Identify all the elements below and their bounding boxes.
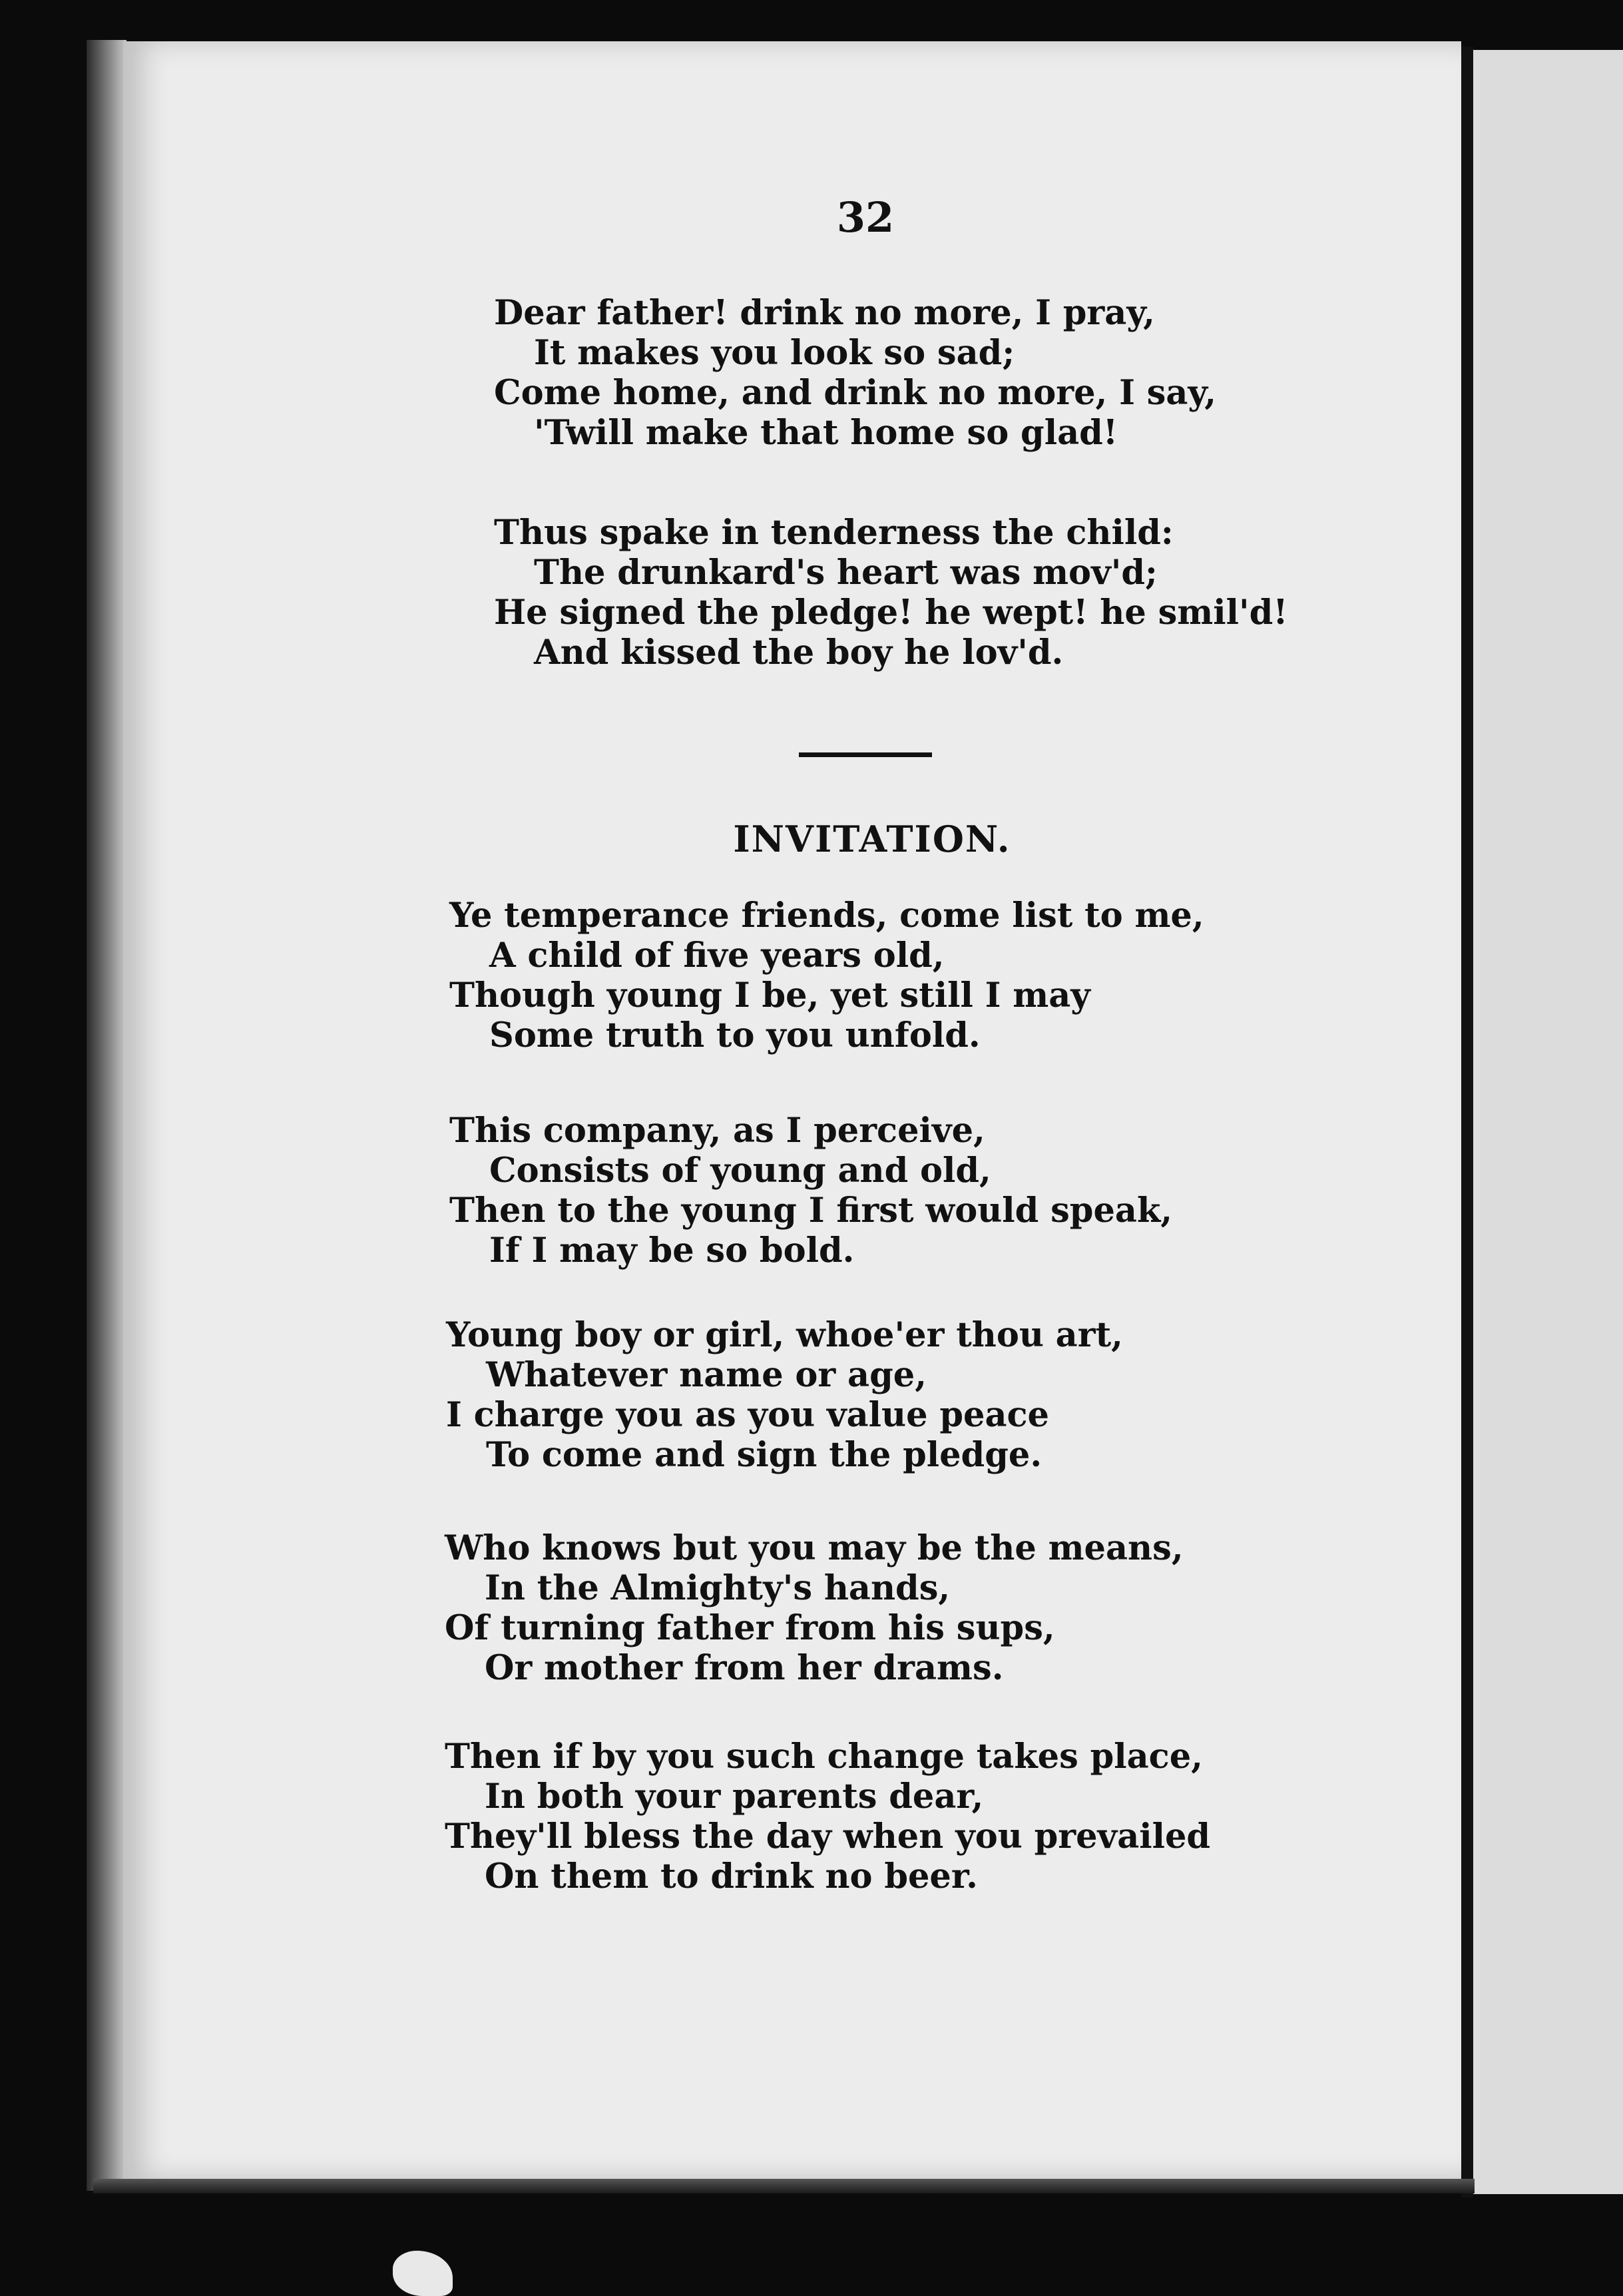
poem-line: Thus spake in tenderness the child: xyxy=(494,513,1174,553)
poem-title: INVITATION. xyxy=(733,818,1011,860)
poem-line: Or mother from her drams. xyxy=(485,1648,1004,1688)
poem-line: Consists of young and old, xyxy=(489,1151,991,1191)
poem-line: It makes you look so sad; xyxy=(534,333,1015,373)
poem-stanza-2 xyxy=(494,513,1288,673)
poem-line: A child of five years old, xyxy=(489,936,945,976)
facing-page-edge xyxy=(1473,50,1623,2194)
paper-fragment xyxy=(393,2251,453,2296)
poem-line: I charge you as you value peace xyxy=(446,1395,1049,1435)
poem-line: Dear father! drink no more, I pray, xyxy=(494,293,1155,333)
invitation-stanza-3 xyxy=(446,1315,1123,1475)
poem-line: If I may be so bold. xyxy=(489,1231,855,1271)
poem-line: Some truth to you unfold. xyxy=(489,1015,981,1055)
invitation-stanza-1 xyxy=(449,896,1204,1055)
poem-line: Who knows but you may be the means, xyxy=(445,1528,1184,1568)
page-edge xyxy=(1461,47,1473,2197)
poem-line: To come and sign the pledge. xyxy=(486,1435,1043,1475)
poem-line: Of turning father from his sups, xyxy=(445,1608,1055,1648)
invitation-stanza-4 xyxy=(445,1528,1184,1688)
poem-line: He signed the pledge! he wept! he smil'd! xyxy=(494,593,1288,633)
poem-line: Then if by you such change takes place, xyxy=(445,1737,1203,1777)
poem-line: They'll bless the day when you prevailed xyxy=(445,1817,1211,1857)
page-number: 32 xyxy=(836,193,895,242)
poem-line: On them to drink no beer. xyxy=(485,1857,978,1896)
poem-line: Young boy or girl, whoe'er thou art, xyxy=(446,1315,1123,1355)
poem-line: This company, as I perceive, xyxy=(449,1111,985,1151)
poem-line: In both your parents dear, xyxy=(485,1777,984,1817)
invitation-stanza-2 xyxy=(449,1111,1172,1271)
book-spine-shadow xyxy=(87,40,126,2191)
poem-line: Ye temperance friends, come list to me, xyxy=(449,896,1204,936)
section-divider-rule xyxy=(799,752,932,757)
poem-line: Come home, and drink no more, I say, xyxy=(494,373,1216,413)
poem-line: The drunkard's heart was mov'd; xyxy=(534,553,1158,593)
poem-stanza-1 xyxy=(494,293,1216,453)
poem-line: 'Twill make that home so glad! xyxy=(534,413,1118,453)
poem-line: Whatever name or age, xyxy=(486,1355,927,1395)
invitation-stanza-5 xyxy=(445,1737,1210,1896)
poem-line: And kissed the boy he lov'd. xyxy=(534,633,1064,673)
poem-line: Then to the young I first would speak, xyxy=(449,1191,1173,1231)
poem-line: In the Almighty's hands, xyxy=(485,1568,951,1608)
page-bottom-edge xyxy=(93,2179,1475,2193)
poem-line: Though young I be, yet still I may xyxy=(449,976,1090,1015)
